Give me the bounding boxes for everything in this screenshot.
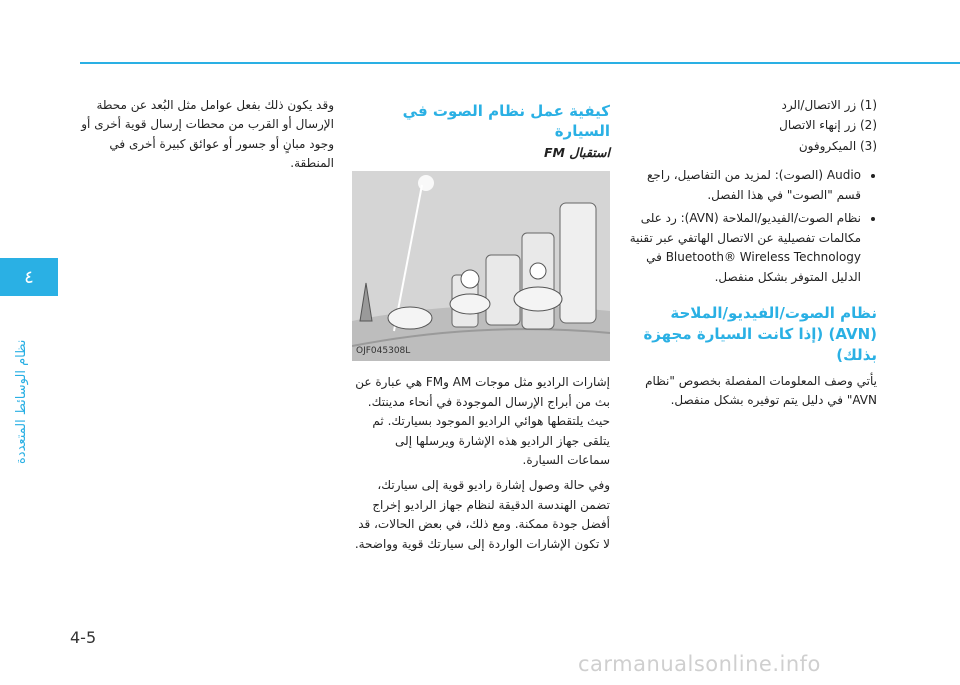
right-column [625, 96, 877, 417]
chapter-title: نظام الوسائط المتعددة [14, 339, 29, 464]
middle-column [352, 102, 610, 560]
avn-heading: نظام الصوت/الفيديو/الملاحة (AVN) (إذا كانت السيارة مجهزة بذلك) [643, 303, 877, 364]
list-item: (1) زر الاتصال/الرد [781, 98, 877, 112]
header-rule [80, 62, 960, 64]
bullet-avn: • نظام الصوت/الفيديو/الملاحة (AVN): رد على مكالمات تفصيلية عن الاتصال الهاتفي عبر تقنية Bluetooth® Wireless Technology في الدليل المتوفر بشكل منفصل. [625, 209, 861, 287]
avn-paragraph: يأتي وصف المعلومات المفصلة بخصوص "نظام AVN" في دليل يتم توفيره بشكل منفصل. [645, 373, 877, 408]
body-paragraph: وقد يكون ذلك بفعل عوامل مثل البُعد عن محطة الإرسال أو القرب من محطات إرسال قوية أخرى أو وجود مبانٍ أو جسور أو عوائق كبيرة أخرى في المنطقة. [81, 98, 334, 171]
steering-controls-list [625, 96, 877, 156]
fm-reception-subheading: استقبال FM [543, 145, 610, 160]
fm-reception-illustration [352, 171, 610, 361]
left-column [78, 96, 334, 180]
watermark: carmanualsonline.info [578, 652, 821, 676]
feature-bullets [625, 166, 877, 287]
section-heading: كيفية عمل نظام الصوت في السيارة [402, 102, 610, 140]
body-paragraph: إشارات الراديو مثل موجات AM وFM هي عبارة عن بث من أبراج الإرسال الموجودة في أنحاء مدينتك. حيث يلتقطها هوائي الراديو الموجود بسيارتك. ثم يتلقى جهاز الراديو هذه الإشارة ويرسلها إلى سماعات السيارة. [355, 375, 610, 467]
figure-code: OJF045308L [356, 345, 411, 356]
page-number: 4-5 [70, 628, 97, 647]
chapter-number: ٤ [24, 266, 34, 288]
bullet-audio: • Audio (الصوت): لمزيد من التفاصيل، راجع قسم "الصوت" في هذا الفصل. [625, 166, 861, 205]
illustration-drawing [352, 171, 610, 361]
chapter-tab [0, 258, 58, 296]
list-item: (3) الميكروفون [798, 138, 877, 153]
list-item: (2) زر إنهاء الاتصال [779, 118, 877, 133]
body-paragraph: وفي حالة وصول إشارة راديو قوية إلى سيارتك، تضمن الهندسة الدقيقة لنظام جهاز الراديو إخراج أفضل جودة ممكنة. ومع ذلك، في بعض الحالات، قد لا تكون الإشارات الواردة إلى سيارتك قوية وواضحة. [354, 478, 610, 551]
